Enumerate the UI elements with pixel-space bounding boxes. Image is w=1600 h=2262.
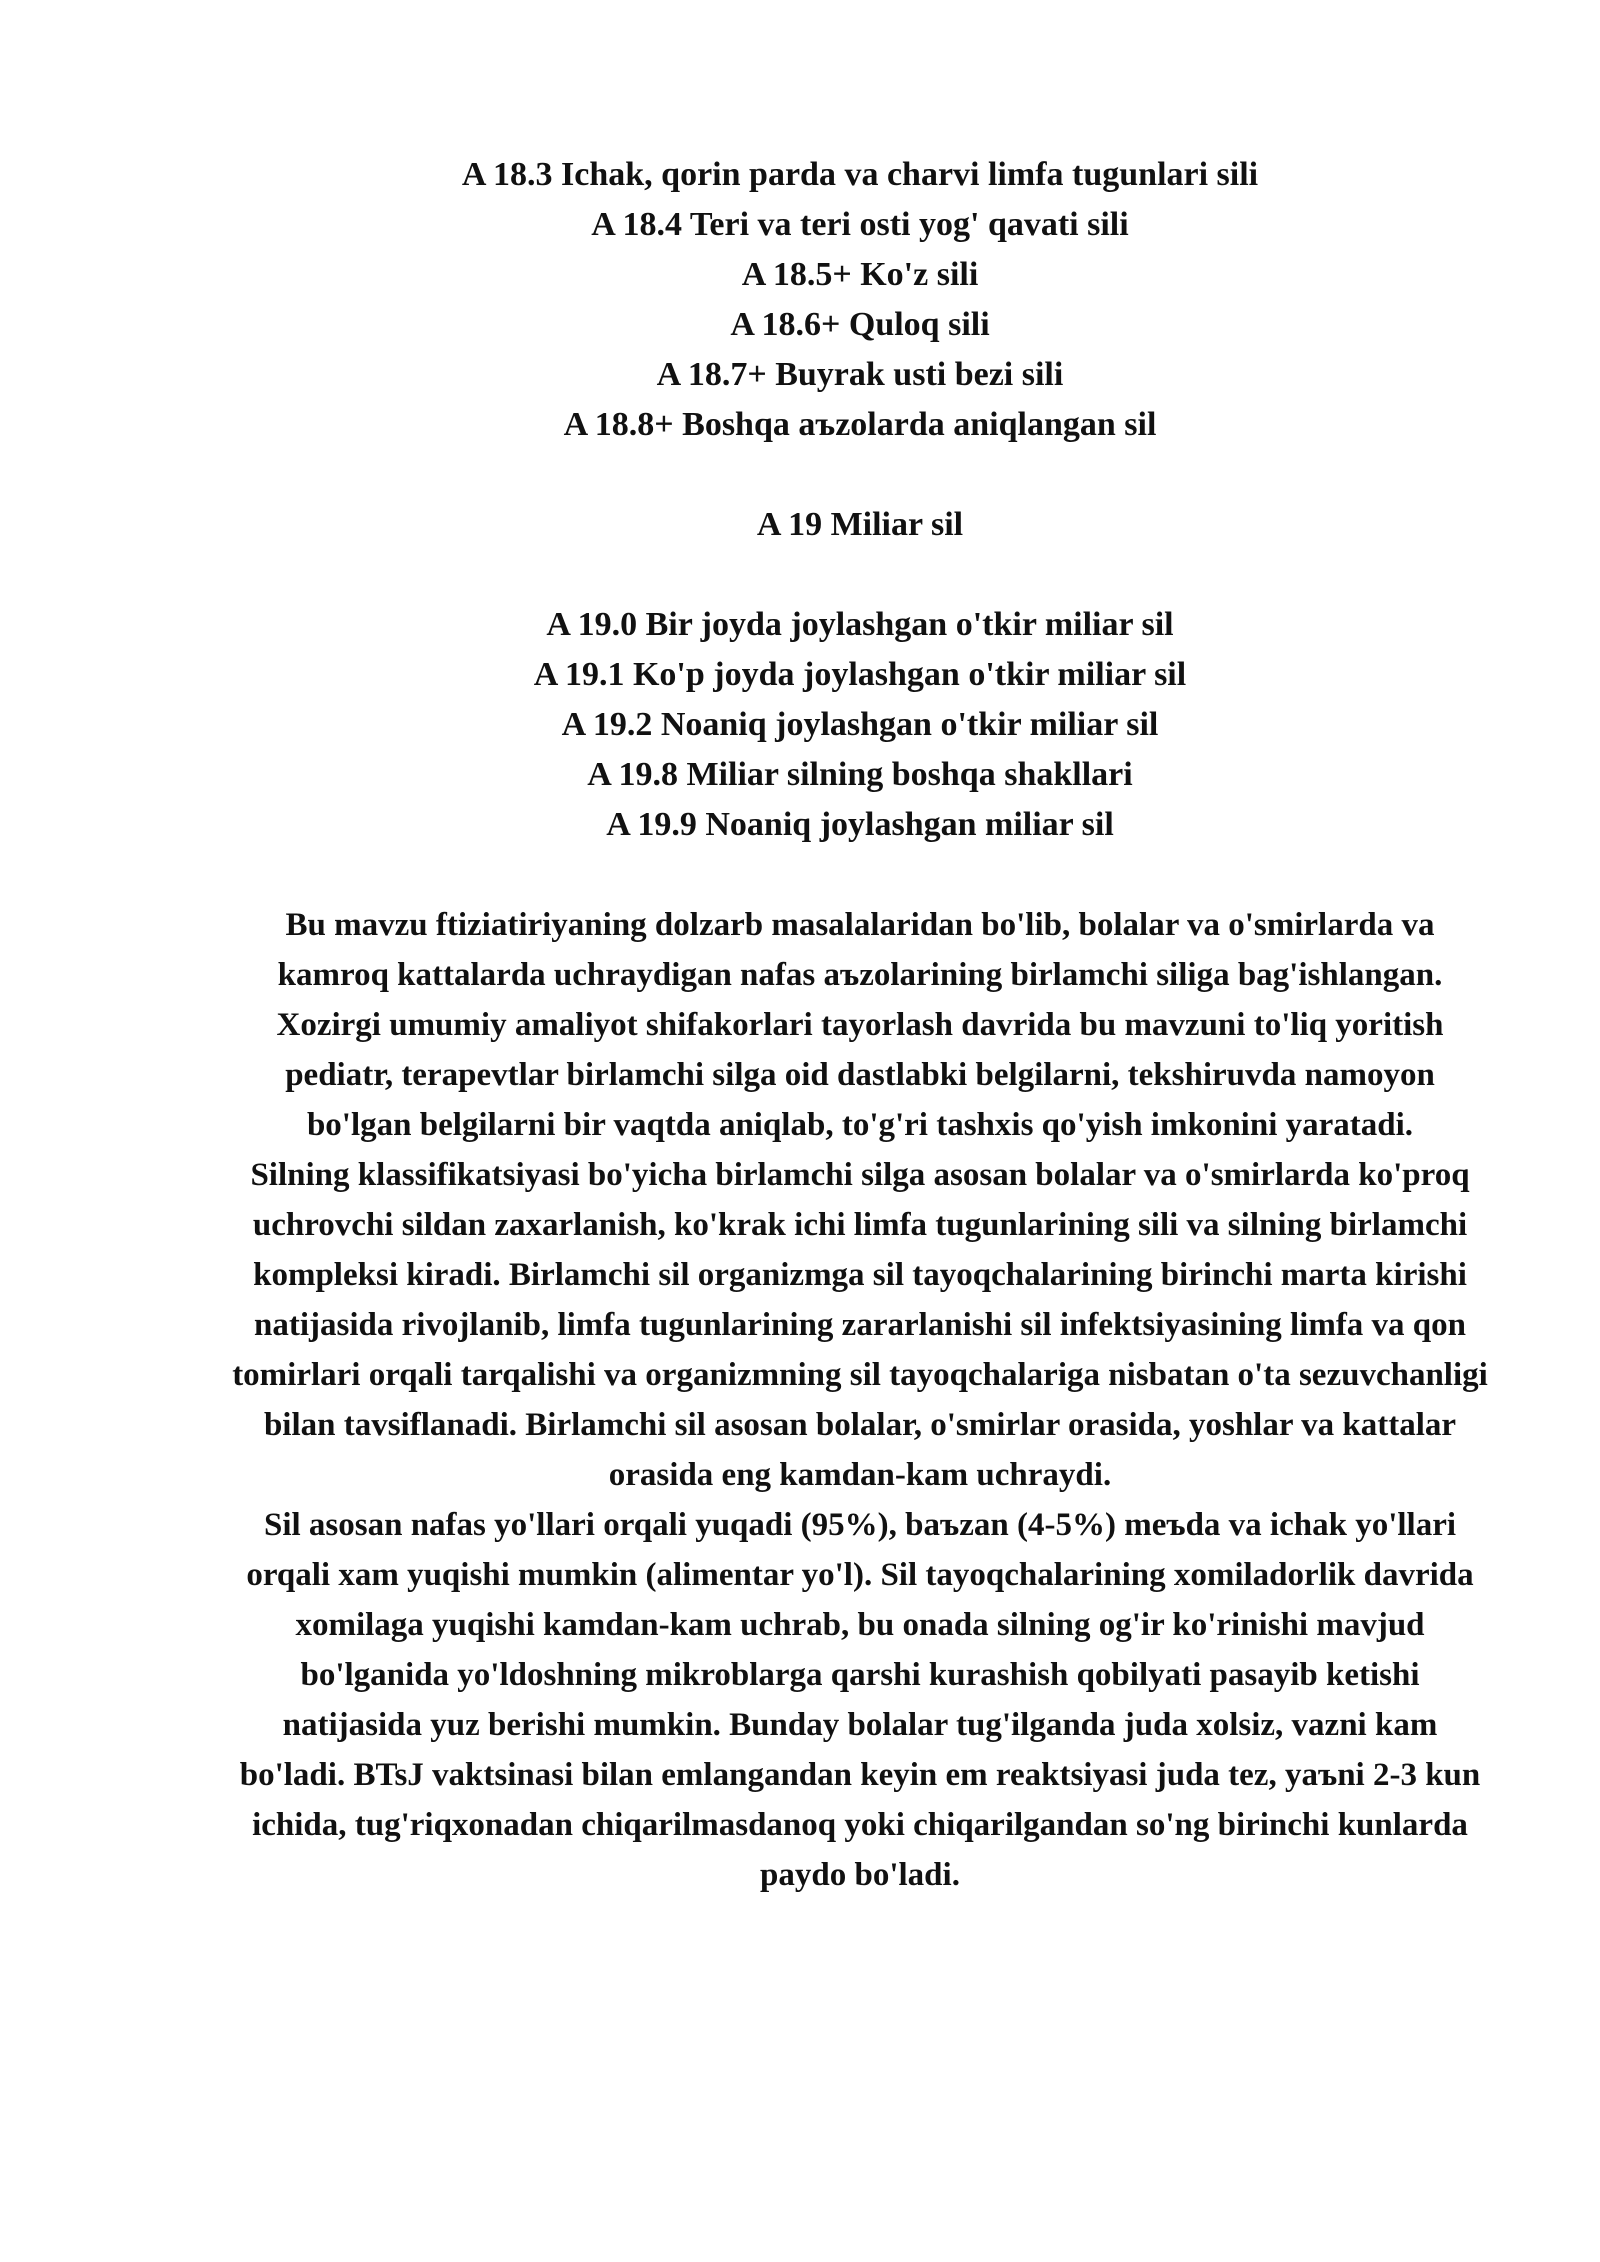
- body-paragraph: Silning klassifikatsiyasi bo'yicha birlamchi silga asosan bolalar va o'smirlarda ko'proq uchrovchi sildan zaxarlanish, ko'krak ichi limfa tugunlarining sili va silning birlamchi kompleksi kiradi. Birlamchi sil organizmga sil tayoqchalarining birinchi marta kirishi natijasida rivojlanib, limfa tugunlarining zararlanishi sil infektsiyasining limfa va qon tomirlari orqali tarqalishi va organizmning sil tayoqchalariga nisbatan o'ta sezuvchanligi bilan tavsiflanadi. Birlamchi sil asosan bolalar, o'smirlar orasida, yoshlar va kattalar orasida eng kamdan-kam uchraydi.: [232, 1157, 1488, 1493]
- a18-code-list: [230, 150, 1490, 450]
- list-item: A 19.9 Noaniq joylashgan miliar sil: [606, 806, 1114, 843]
- list-item: A 18.7+ Buyrak usti bezi sili: [656, 356, 1064, 393]
- list-item: A 19.8 Miliar silning boshqa shakllari: [587, 756, 1133, 793]
- spacer: [230, 850, 1490, 900]
- list-item: A 18.3 Ichak, qorin parda va charvi limfa tugunlari sili: [461, 156, 1259, 193]
- list-item: A 18.4 Teri va teri osti yog' qavati sili: [591, 206, 1129, 243]
- list-item: A 18.6+ Quloq sili: [730, 306, 990, 343]
- list-item: A 18.8+ Boshqa aъzolarda aniqlangan sil: [563, 406, 1157, 443]
- list-item: A 19.1 Ko'p joyda joylashgan o'tkir miliar sil: [533, 656, 1187, 693]
- list-item: A 19.0 Bir joyda joylashgan o'tkir miliar sil: [546, 606, 1174, 643]
- section-heading-a19: A 19 Miliar sil: [756, 506, 964, 543]
- body-paragraph: Bu mavzu ftiziatiriyaning dolzarb masalalaridan bo'lib, bolalar va o'smirlarda va kamroq kattalarda uchraydigan nafas aъzolarining birlamchi siliga bag'ishlangan. Xozirgi umumiy amaliyot shifakorlari tayorlash davrida bu mavzuni to'liq yoritish pediatr, terapevtlar birlamchi silga oid dastlabki belgilarni, tekshiruvda namoyon bo'lgan belgilarni bir vaqtda aniqlab, to'g'ri tashxis qo'yish imkonini yaratadi.: [276, 907, 1444, 1143]
- a19-code-list: [230, 600, 1490, 850]
- list-item: A 18.5+ Ko'z sili: [741, 256, 979, 293]
- body-paragraph: Sil asosan nafas yo'llari orqali yuqadi (95%), baъzan (4-5%) meъda va ichak yo'llari orqali xam yuqishi mumkin (alimentar yo'l). Sil tayoqchalarining xomiladorlik davrida xomilaga yuqishi kamdan-kam uchrab, bu onada silning og'ir ko'rinishi mavjud bo'lganida yo'ldoshning mikroblarga qarshi kurashish qobilyati pasayib ketishi natijasida yuz berishi mumkin. Bunday bolalar tug'ilganda juda xolsiz, vazni kam bo'ladi. BTsJ vaktsinasi bilan emlangandan keyin em reaktsiyasi juda tez, yaъni 2-3 kun ichida, tug'riqxonadan chiqarilmasdanoq yoki chiqarilgandan so'ng birinchi kunlarda paydo bo'ladi.: [239, 1507, 1481, 1893]
- list-item: A 19.2 Noaniq joylashgan o'tkir miliar sil: [561, 706, 1159, 743]
- page-content: [230, 150, 1490, 1900]
